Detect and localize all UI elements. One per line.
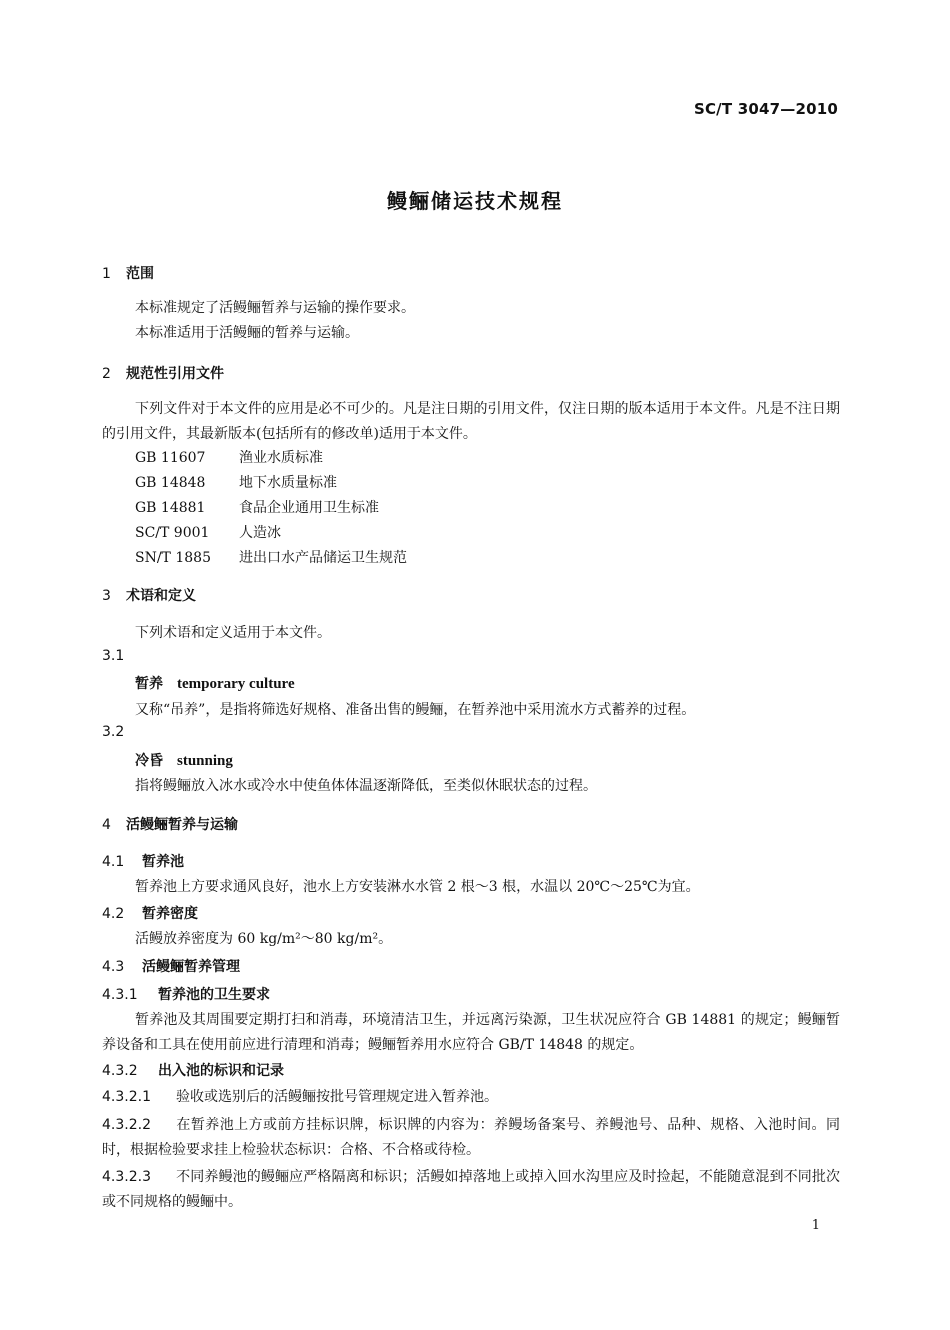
- subsection-number: 4.3: [102, 959, 125, 975]
- clause-number: 4.3.2.3: [102, 1169, 151, 1185]
- clause: [102, 1113, 840, 1163]
- term-number: 3.1: [102, 648, 125, 664]
- subsection-heading: [102, 903, 198, 923]
- paragraph: 本标准适用于活鳗鲡的暂养与运输。: [135, 325, 359, 341]
- term-number: 3.2: [102, 724, 125, 740]
- reference-code: GB 11607: [135, 450, 206, 466]
- reference-item: [135, 547, 407, 567]
- subsection-heading: [102, 851, 184, 871]
- clause-number: 4.3.2.2: [102, 1117, 151, 1133]
- clause-text: 验收或选别后的活鳗鲡按批号管理规定进入暂养池。: [176, 1089, 498, 1105]
- term-zh: 暂养: [135, 676, 163, 692]
- reference-name: 食品企业通用卫生标准: [239, 500, 379, 516]
- term-definition: 指将鳗鲡放入冰水或冷水中使鱼体体温逐渐降低，至类似休眠状态的过程。: [135, 778, 597, 794]
- section-title: 活鳗鲡暂养与运输: [126, 817, 238, 833]
- paragraph: 活鳗放养密度为 60 kg/m²～80 kg/m²。: [135, 931, 393, 947]
- reference-item: [135, 472, 337, 492]
- reference-name: 渔业水质标准: [239, 450, 323, 466]
- term-en: temporary culture: [177, 676, 295, 692]
- reference-item: [135, 497, 379, 517]
- subsection-heading: [102, 956, 240, 976]
- section-number: 1: [102, 266, 111, 282]
- section-title: 术语和定义: [126, 588, 196, 604]
- term-definition: 又称“吊养”，是指将筛选好规格、准备出售的鳗鲡，在暂养池中采用流水方式蓄养的过程。: [135, 702, 696, 718]
- reference-name: 人造冰: [239, 525, 281, 541]
- clause: [102, 1085, 840, 1110]
- subsection-title: 暂养密度: [142, 906, 198, 922]
- reference-code: GB 14848: [135, 475, 206, 491]
- reference-name: 地下水质量标准: [239, 475, 337, 491]
- paragraph: 暂养池上方要求通风良好，池水上方安装淋水水管 2 根～3 根，水温以 20℃～25℃为宜。: [135, 879, 700, 895]
- reference-code: SC/T 9001: [135, 525, 210, 541]
- page-number: 1: [811, 1218, 820, 1233]
- subsection-number: 4.3.2: [102, 1063, 138, 1079]
- clause-text: 在暂养池上方或前方挂标识牌，标识牌的内容为：养鳗场备案号、养鳗池号、品种、规格、入池时间。同时，根据检验要求挂上检验状态标识：合格、不合格或待检。: [102, 1117, 840, 1158]
- subsection-number: 4.2: [102, 906, 125, 922]
- clause-number: 4.3.2.1: [102, 1089, 151, 1105]
- section-4-heading: [102, 814, 238, 834]
- reference-item: [135, 522, 281, 542]
- paragraph: 下列文件对于本文件的应用是必不可少的。凡是注日期的引用文件，仅注日期的版本适用于本文件。凡是不注日期的引用文件，其最新版本(包括所有的修改单)适用于本文件。: [102, 401, 840, 442]
- term-entry: [135, 750, 233, 770]
- term-en: stunning: [177, 753, 233, 769]
- subsection-title: 暂养池的卫生要求: [158, 987, 270, 1003]
- section-number: 3: [102, 588, 111, 604]
- reference-code: GB 14881: [135, 500, 206, 516]
- standard-number: SC/T 3047—2010: [693, 100, 838, 118]
- subsection-title: 出入池的标识和记录: [158, 1063, 284, 1079]
- section-number: 4: [102, 817, 111, 833]
- section-2-heading: [102, 363, 224, 383]
- subsection-number: 4.3.1: [102, 987, 138, 1003]
- paragraph: 暂养池及其周围要定期打扫和消毒，环境清洁卫生，并远离污染源，卫生状况应符合 GB 14881 的规定；鳗鲡暂养设备和工具在使用前应进行清理和消毒；鳗鲡暂养用水应符合 GB/T 14848 的规定。: [102, 1012, 840, 1053]
- subsection-title: 暂养池: [142, 854, 184, 870]
- section-title: 规范性引用文件: [126, 366, 224, 382]
- section-number: 2: [102, 366, 111, 382]
- section-3-heading: [102, 585, 196, 605]
- paragraph: 本标准规定了活鳗鲡暂养与运输的操作要求。: [135, 300, 415, 316]
- subsection-heading: [102, 1060, 284, 1080]
- reference-name: 进出口水产品储运卫生规范: [239, 550, 407, 566]
- subsection-heading: [102, 984, 270, 1004]
- subsection-title: 活鳗鲡暂养管理: [142, 959, 240, 975]
- reference-item: [135, 447, 323, 467]
- term-zh: 冷昏: [135, 753, 163, 769]
- section-title: 范围: [126, 266, 154, 282]
- paragraph: 下列术语和定义适用于本文件。: [135, 625, 331, 641]
- subsection-number: 4.1: [102, 854, 125, 870]
- document-title: 鳗鲡储运技术规程: [387, 189, 563, 213]
- clause: [102, 1165, 840, 1215]
- section-1-heading: [102, 263, 154, 283]
- reference-code: SN/T 1885: [135, 550, 211, 566]
- clause-text: 不同养鳗池的鳗鲡应严格隔离和标识；活鳗如掉落地上或掉入回水沟里应及时捡起，不能随意混到不同批次或不同规格的鳗鲡中。: [102, 1169, 840, 1210]
- term-entry: [135, 673, 295, 693]
